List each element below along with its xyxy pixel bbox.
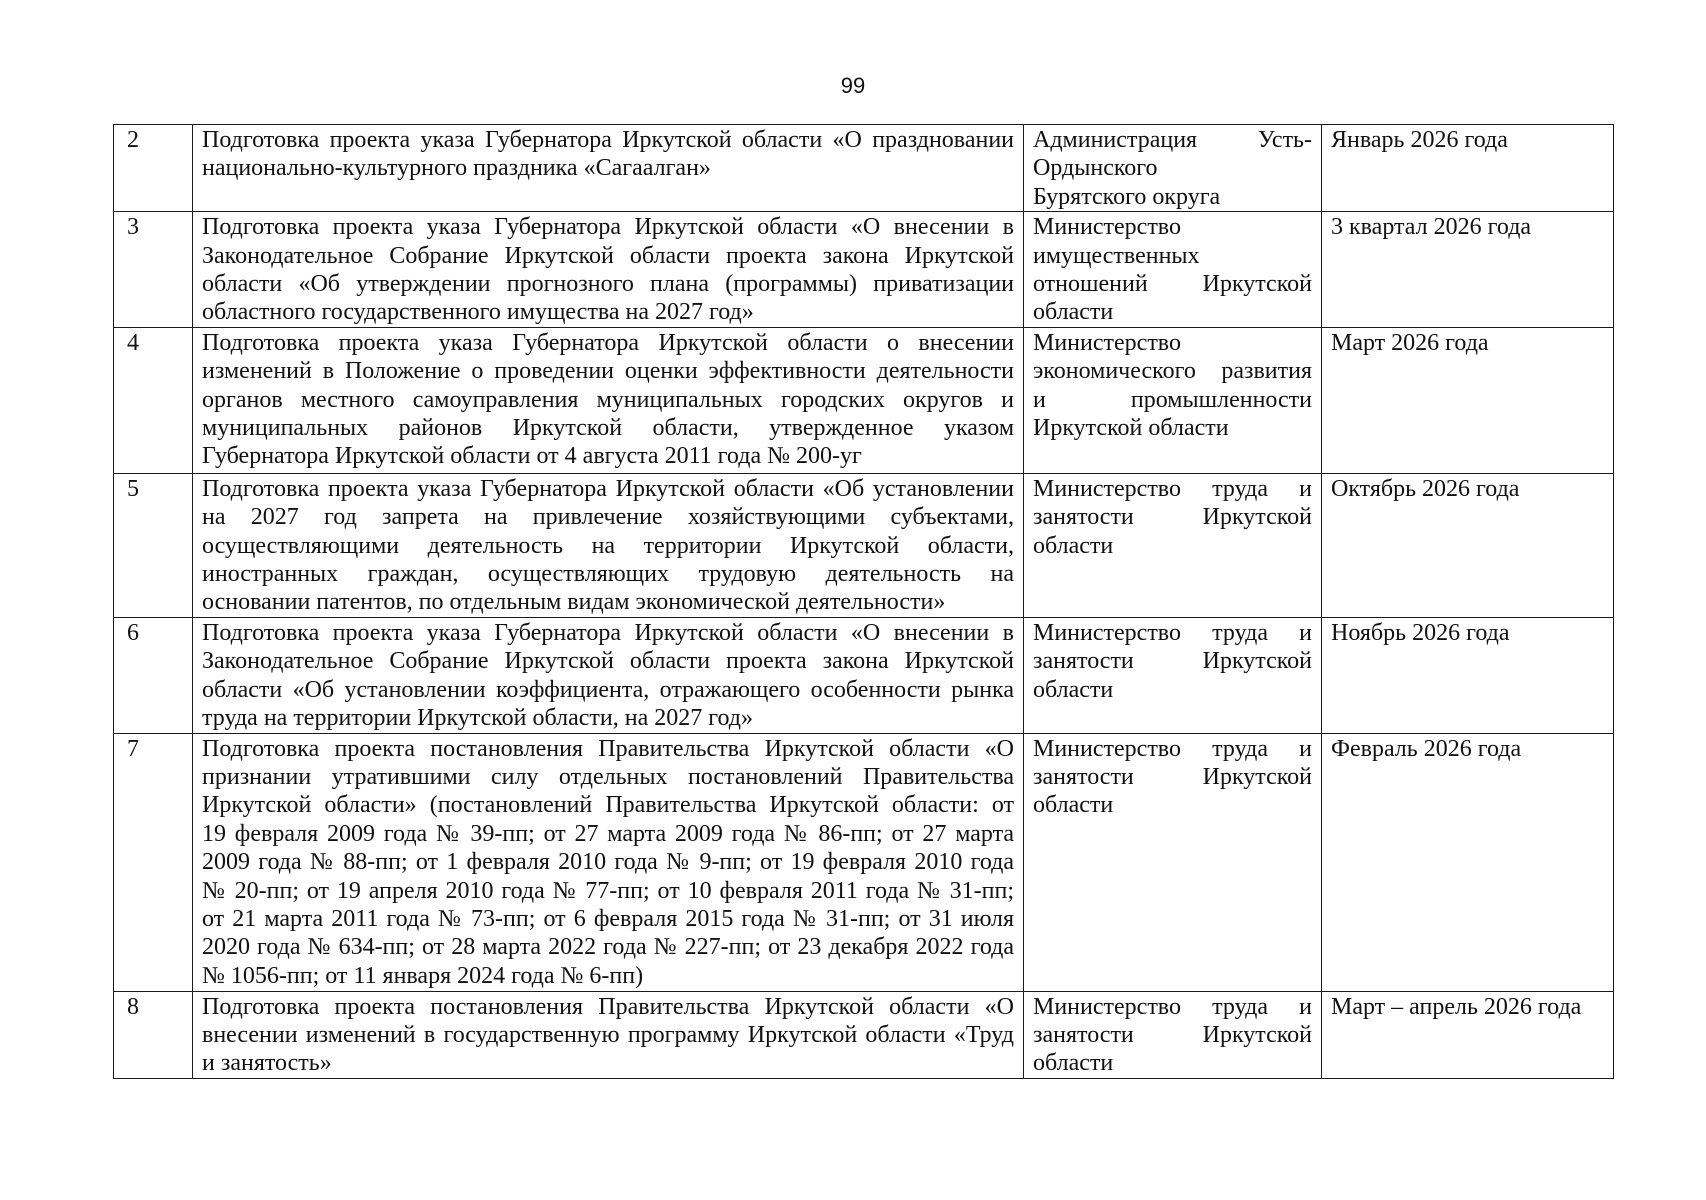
responsible-line: Иркутской области	[1033, 415, 1229, 442]
responsible-line: занятости Иркутской	[1033, 763, 1312, 790]
task-cell	[193, 733, 1024, 991]
task-cell	[193, 473, 1024, 617]
table-row	[114, 473, 1614, 617]
term-cell: Март – апрель 2026 года	[1322, 991, 1614, 1078]
responsible-line: Министерство	[1033, 329, 1181, 356]
task-cell	[193, 617, 1024, 733]
responsible-line: занятости Иркутской	[1033, 648, 1312, 675]
task-line: 2009 года № 88-пп; от 1 февраля 2010 года № 9-пп; от 19 февраля 2010 года	[202, 849, 1014, 876]
responsible-line: области	[1033, 792, 1114, 819]
table-row	[114, 125, 1614, 212]
task-line: осуществляющими деятельность на территории Иркутской области,	[202, 532, 1014, 559]
task-line: внесении изменений в государственную программу Иркутской области «Труд	[202, 1021, 1014, 1048]
task-line: Подготовка проекта постановления Правительства Иркутской области «О	[202, 993, 1014, 1020]
table-row	[114, 733, 1614, 991]
task-line: от 21 марта 2011 года № 73-пп; от 6 февраля 2015 года № 31-пп; от 31 июля	[202, 905, 1014, 932]
task-line: Губернатора Иркутской области от 4 августа 2011 года № 200-уг	[202, 443, 862, 470]
task-line: на 2027 год запрета на привлечение хозяйствующими субъектами,	[202, 504, 1014, 531]
responsible-cell	[1024, 617, 1322, 733]
responsible-line: области	[1033, 532, 1114, 559]
responsible-line: области	[1033, 299, 1114, 326]
task-cell	[193, 327, 1024, 473]
row-number: 3	[114, 212, 193, 328]
responsible-line: занятости Иркутской	[1033, 504, 1312, 531]
row-number: 2	[114, 125, 193, 212]
task-line: изменений в Положение о проведении оценки эффективности деятельности	[202, 358, 1014, 385]
task-line: Законодательное Собрание Иркутской области проекта закона Иркутской	[202, 242, 1014, 269]
task-line: Подготовка проекта указа Губернатора Иркутской области «О праздновании	[202, 127, 1014, 153]
term-cell: Февраль 2026 года	[1322, 733, 1614, 991]
task-line: и занятость»	[202, 1050, 332, 1077]
table-row	[114, 327, 1614, 473]
row-number: 5	[114, 473, 193, 617]
task-line: Подготовка проекта указа Губернатора Иркутской области «О внесении в	[202, 619, 1014, 646]
responsible-line: отношений Иркутской	[1033, 271, 1312, 298]
task-line: признании утратившими силу отдельных постановлений Правительства	[202, 763, 1014, 790]
task-cell	[193, 212, 1024, 328]
task-line: 2020 года № 634-пп; от 28 марта 2022 года № 227-пп; от 23 декабря 2022 года	[202, 934, 1014, 961]
task-line: области «Об утверждении прогнозного плана (программы) приватизации	[202, 271, 1014, 298]
responsible-line: Министерство труда и	[1033, 993, 1312, 1020]
term-cell: Январь 2026 года	[1322, 125, 1614, 212]
term-cell: Ноябрь 2026 года	[1322, 617, 1614, 733]
responsible-cell	[1024, 125, 1322, 212]
responsible-line: и промышленности	[1033, 386, 1312, 413]
task-line: № 1056-пп; от 11 января 2024 года № 6-пп)	[202, 962, 644, 989]
responsible-cell	[1024, 991, 1322, 1078]
task-line: Подготовка проекта указа Губернатора Иркутской области «О внесении в	[202, 214, 1014, 241]
responsible-line: имущественных	[1033, 242, 1200, 269]
task-line: муниципальных районов Иркутской области, утвержденное указом	[202, 415, 1014, 442]
table-row	[114, 617, 1614, 733]
responsible-line: Министерство	[1033, 214, 1181, 241]
task-line: национально-культурного праздника «Сагаалган»	[202, 155, 711, 182]
responsible-line: Министерство труда и	[1033, 619, 1312, 646]
task-line: Иркутской области» (постановлений Правительства Иркутской области: от	[202, 792, 1014, 819]
term-cell: Март 2026 года	[1322, 327, 1614, 473]
row-number: 4	[114, 327, 193, 473]
task-line: органов местного самоуправления муниципальных городских округов и	[202, 386, 1014, 413]
task-line: № 20-пп; от 19 апреля 2010 года № 77-пп; от 10 февраля 2011 года № 31-пп;	[202, 877, 1014, 904]
responsible-line: Ордынского	[1033, 155, 1158, 182]
task-line: Подготовка проекта указа Губернатора Иркутской области «Об установлении	[202, 475, 1014, 502]
task-line: Законодательное Собрание Иркутской области проекта закона Иркутской	[202, 648, 1014, 675]
task-cell	[193, 125, 1024, 212]
responsible-cell	[1024, 473, 1322, 617]
responsible-line: Администрация Усть-	[1033, 127, 1312, 153]
responsible-line: Бурятского округа	[1033, 183, 1221, 210]
responsible-line: экономического развития	[1033, 358, 1312, 385]
responsible-line: области	[1033, 676, 1114, 703]
task-line: 19 февраля 2009 года № 39-пп; от 27 марта 2009 года № 86-пп; от 27 марта	[202, 820, 1014, 847]
term-cell: Октябрь 2026 года	[1322, 473, 1614, 617]
table-row	[114, 991, 1614, 1078]
responsible-line: занятости Иркутской	[1033, 1021, 1312, 1048]
page-number: 99	[840, 73, 866, 98]
task-line: области «Об установлении коэффициента, отражающего особенности рынка	[202, 676, 1014, 703]
responsible-line: Министерство труда и	[1033, 735, 1312, 762]
responsible-cell	[1024, 327, 1322, 473]
task-line: областного государственного имущества на 2027 год»	[202, 299, 754, 326]
plan-table	[113, 124, 1614, 1079]
task-line: Подготовка проекта постановления Правительства Иркутской области «О	[202, 735, 1014, 762]
responsible-cell	[1024, 733, 1322, 991]
responsible-cell	[1024, 212, 1322, 328]
task-line: Подготовка проекта указа Губернатора Иркутской области о внесении	[202, 329, 1014, 356]
task-line: иностранных граждан, осуществляющих трудовую деятельность на	[202, 561, 1014, 588]
responsible-line: области	[1033, 1050, 1114, 1077]
row-number: 6	[114, 617, 193, 733]
task-cell	[193, 991, 1024, 1078]
task-line: основании патентов, по отдельным видам экономической деятельности»	[202, 589, 946, 616]
responsible-line: Министерство труда и	[1033, 475, 1312, 502]
task-line: труда на территории Иркутской области, на 2027 год»	[202, 705, 754, 732]
row-number: 7	[114, 733, 193, 991]
term-cell: 3 квартал 2026 года	[1322, 212, 1614, 328]
table-row	[114, 212, 1614, 328]
row-number: 8	[114, 991, 193, 1078]
